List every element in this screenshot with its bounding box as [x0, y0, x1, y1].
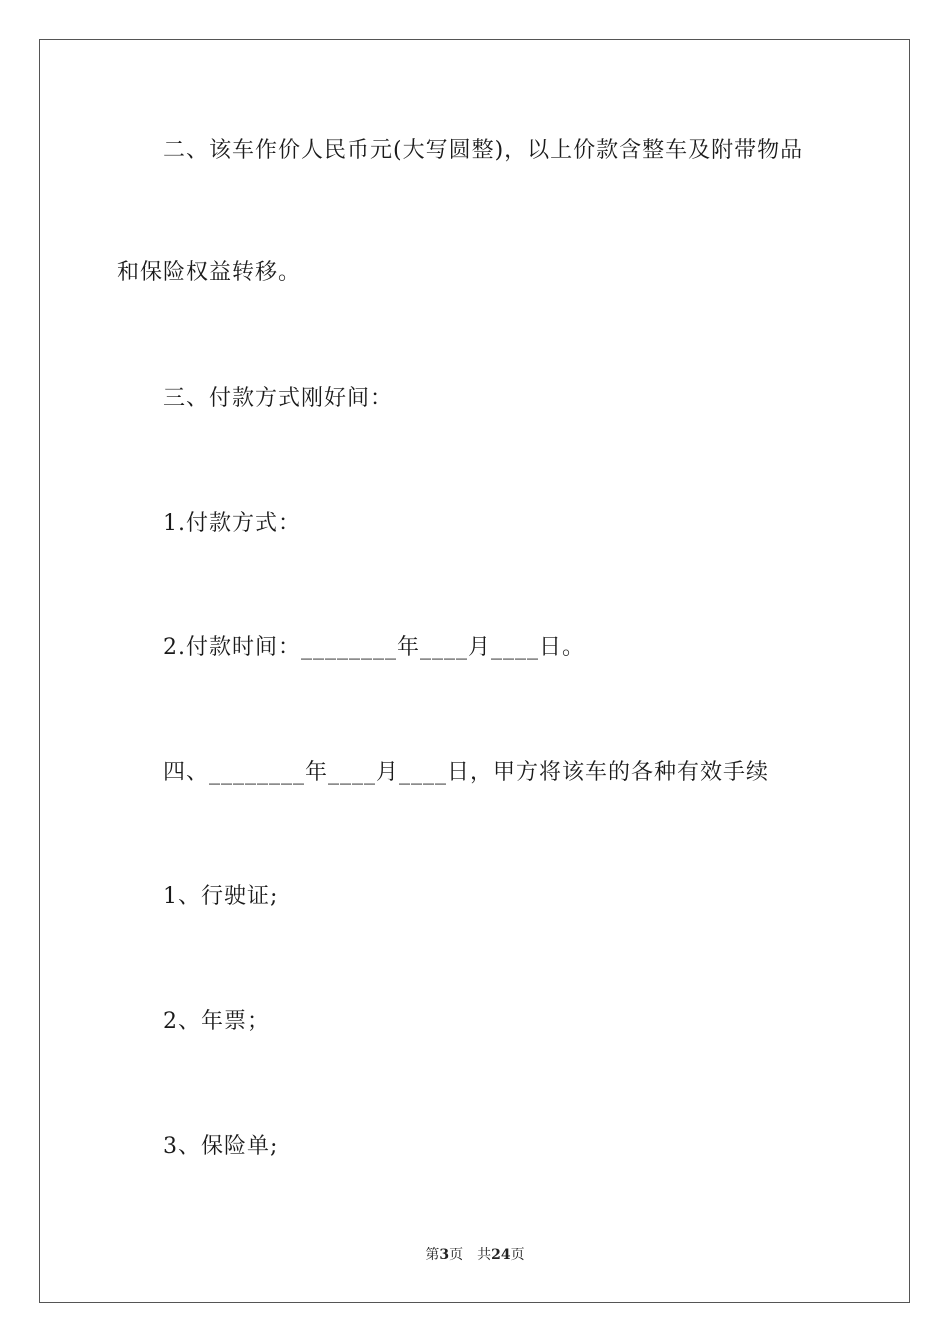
footer-total-suffix: 页 — [510, 1247, 525, 1263]
section-payment-heading: 三、付款方式刚好间： — [163, 386, 394, 411]
page-footer — [0, 1246, 950, 1264]
handover-item-insurance: 3、保险单; — [163, 1134, 279, 1159]
payment-time-item: 2.付款时间：________年____月____日。 — [163, 635, 585, 660]
section-handover-heading: 四、________年____月____日，甲方将该车的各种有效手续 — [163, 760, 770, 785]
footer-page-total: 24 — [491, 1247, 511, 1263]
footer-page-current: 3 — [439, 1247, 450, 1263]
handover-item-license: 1、行驶证; — [163, 884, 279, 909]
footer-page-suffix: 页 — [449, 1247, 464, 1263]
paragraph-price: 二、该车作价人民币元(大写圆整)，以上价款含整车及附带物品 — [163, 138, 804, 163]
footer-total-prefix: 共 — [477, 1247, 492, 1263]
footer-page-prefix: 第 — [425, 1247, 440, 1263]
paragraph-price-continued: 和保险权益转移。 — [117, 260, 302, 285]
page-frame — [39, 39, 910, 1303]
payment-method-item: 1.付款方式： — [163, 511, 301, 536]
handover-item-annual-ticket: 2、年票； — [163, 1009, 270, 1034]
